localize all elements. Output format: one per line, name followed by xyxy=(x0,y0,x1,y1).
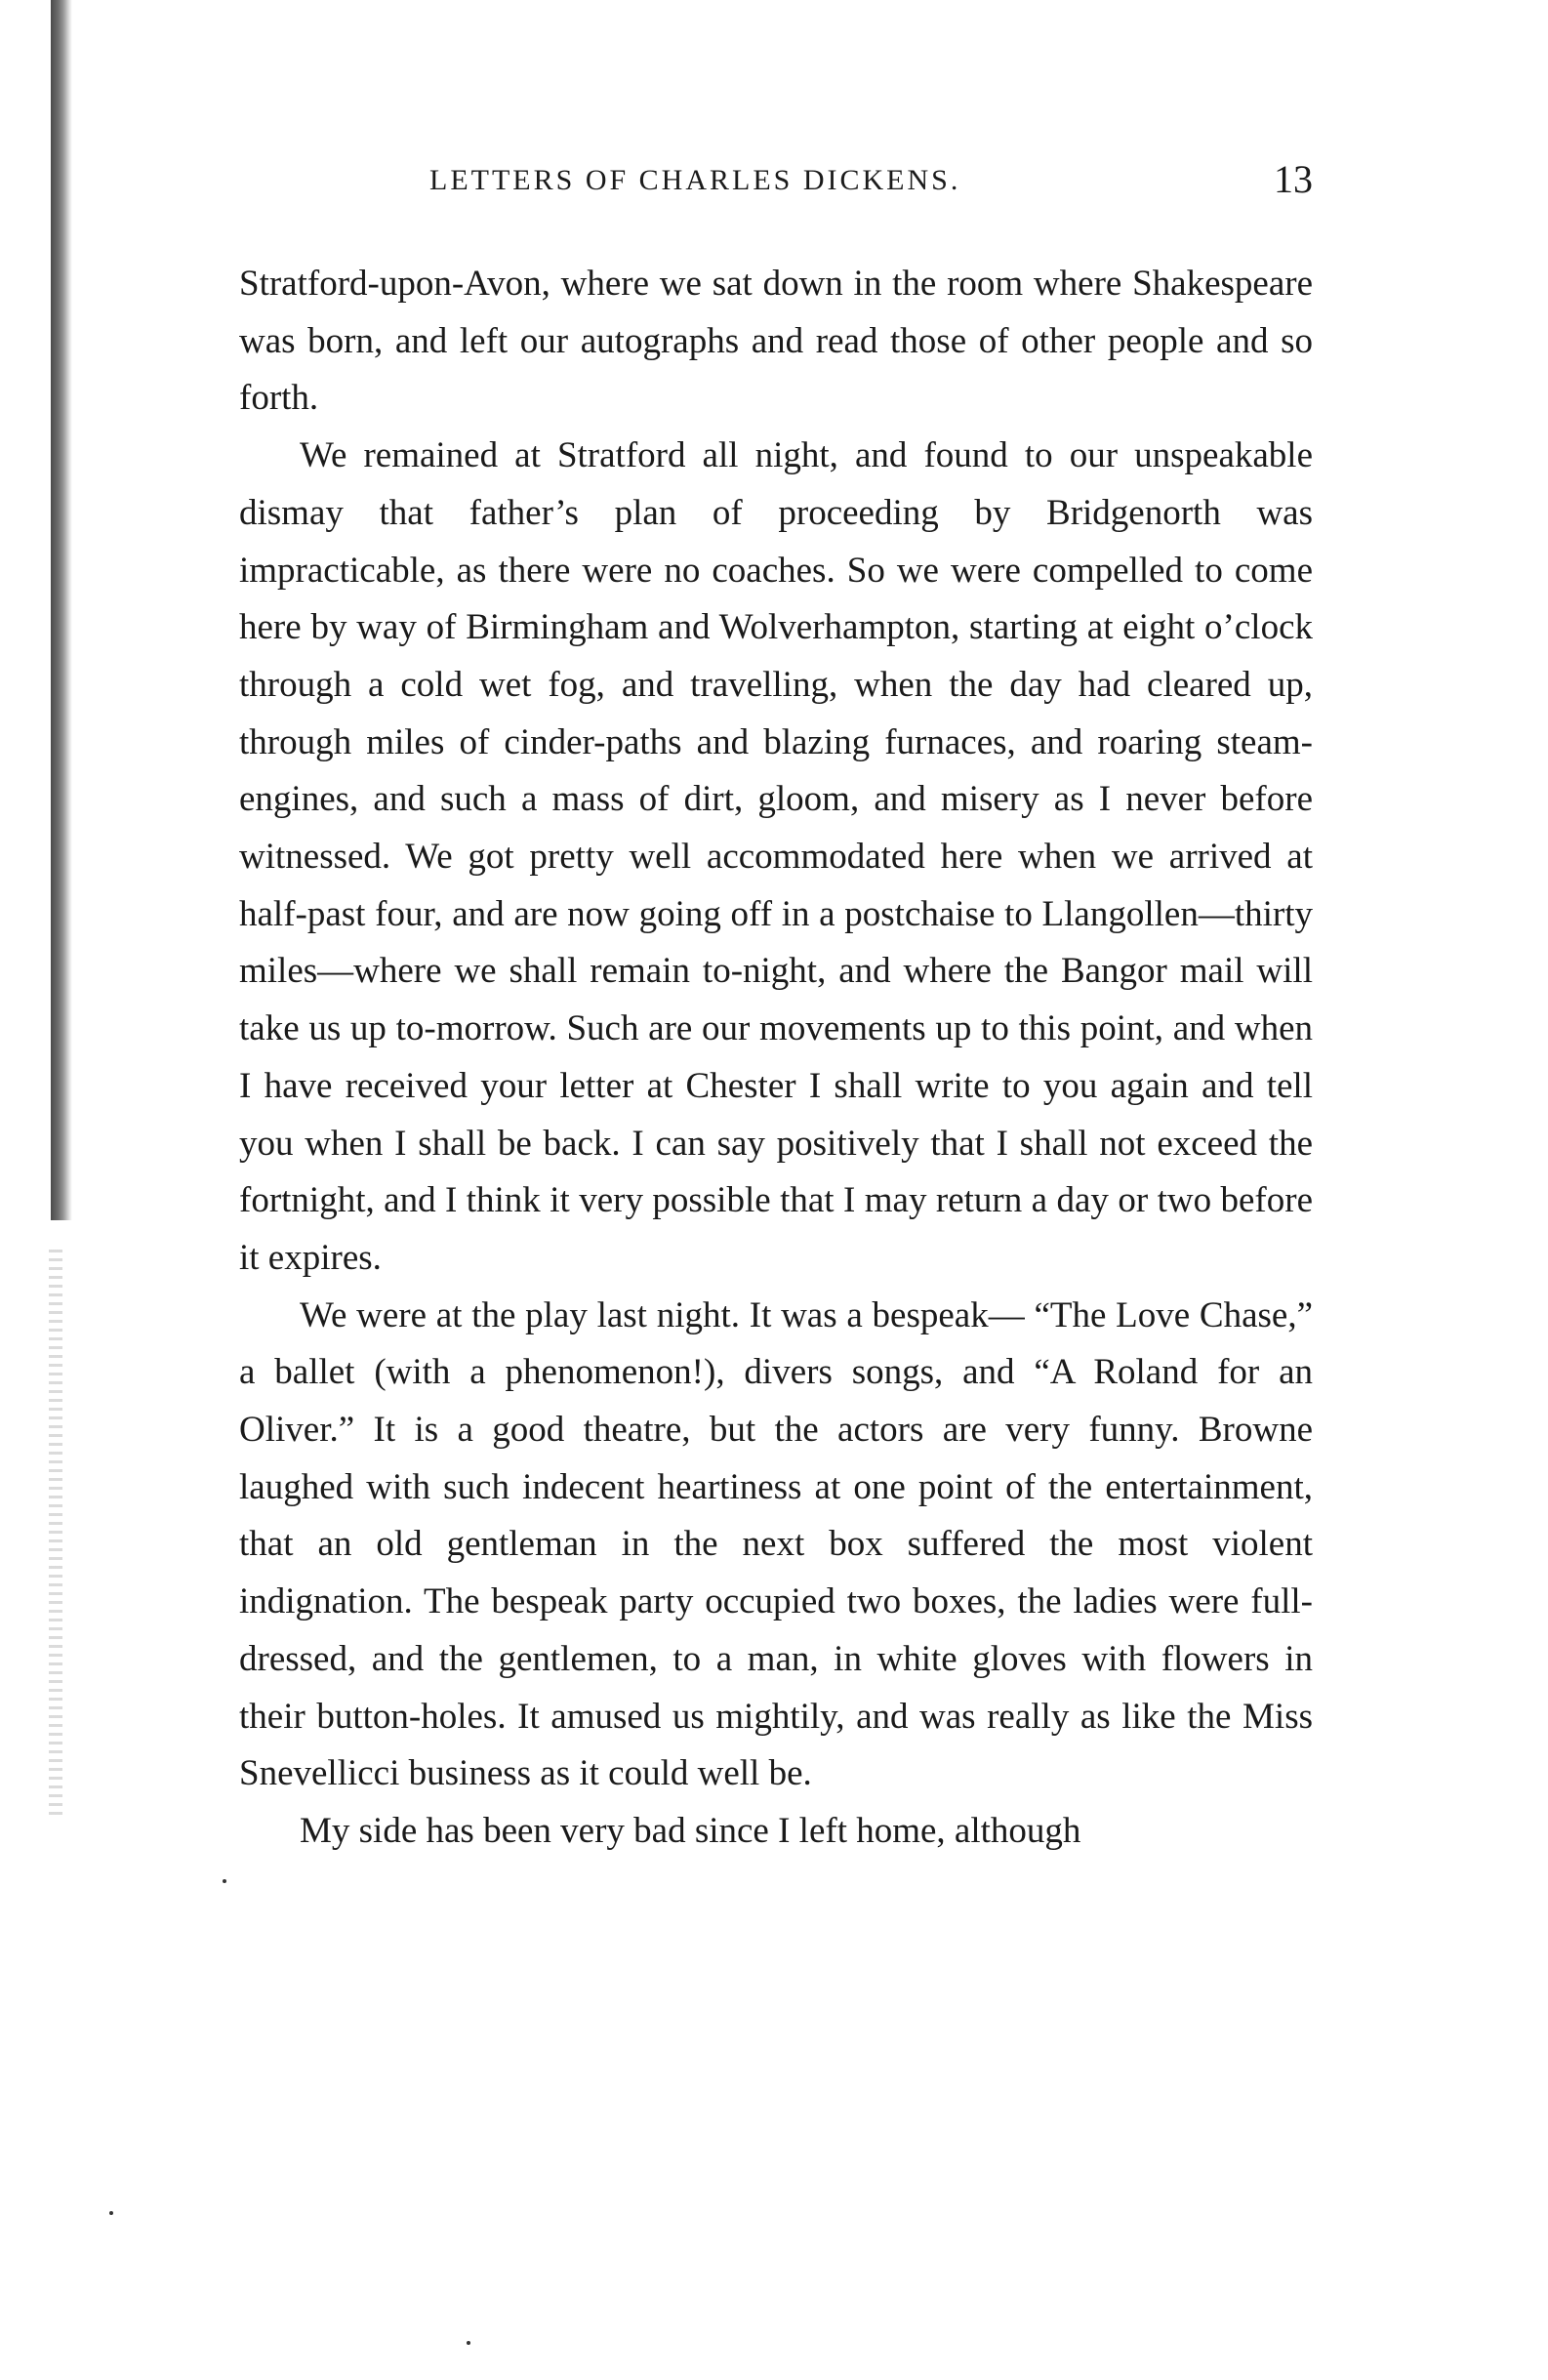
ink-speck xyxy=(467,2341,470,2345)
ink-speck xyxy=(109,2211,113,2215)
running-title: LETTERS OF CHARLES DICKENS. xyxy=(429,164,961,196)
ink-speck xyxy=(223,1879,226,1883)
paragraph-2: We remained at Stratford all night, and found to our unspeakable dismay that father’s plan of proceeding by Bridgenorth was impracticable, as there were no coaches. So we were compelled to come here by way of Birmingham and Wolverhampton, starting at eight o’clock through a cold wet fog, and travelling, when the day had cleared up, through miles of cinder-paths and blazing furnaces, and roaring steam-engines, and such a mass of dirt, gloom, and misery as I never before witnessed. We got pretty well accommodated here when we arrived at half-past four, and are now going off in a postchaise to Llangollen—thirty miles—where we shall remain to-night, and where the Bangor mail will take us up to-morrow. Such are our movements up to this point, and when I have received your letter at Chester I shall write to you again and tell you when I shall be back. I can say positively that I shall not exceed the fortnight, and I think it very possible that I may return a day or two before it expires. xyxy=(239,435,1313,1278)
paragraph-1: Stratford-upon-Avon, where we sat down in the room where Shakespeare was born, and left our autographs and read those of other people and so forth. xyxy=(239,264,1313,419)
paragraph-4: My side has been very bad since I left home, although xyxy=(300,1810,1081,1851)
running-head xyxy=(239,156,1313,215)
paragraph-3: We were at the play last night. It was a bespeak— “The Love Chase,” a ballet (with a phenomenon!), divers songs, and “A Roland for an Oliver.” It is a good theatre, but the actors are very funny. Browne laughed with such indecent heartiness at one point of the entertainment, that an old gentleman in the next box suffered the most violent indignation. The bespeak party occupied two boxes, the ladies were full-dressed, and the gentlemen, to a man, in white gloves with flowers in their button-holes. It amused us mightily, and was really as like the Miss Snevellicci business as it could well be. xyxy=(239,1294,1313,1794)
binding-shadow-lower xyxy=(49,1250,62,1816)
body-text xyxy=(239,256,1313,1861)
binding-shadow xyxy=(51,0,72,1220)
page-number: 13 xyxy=(1274,157,1313,201)
